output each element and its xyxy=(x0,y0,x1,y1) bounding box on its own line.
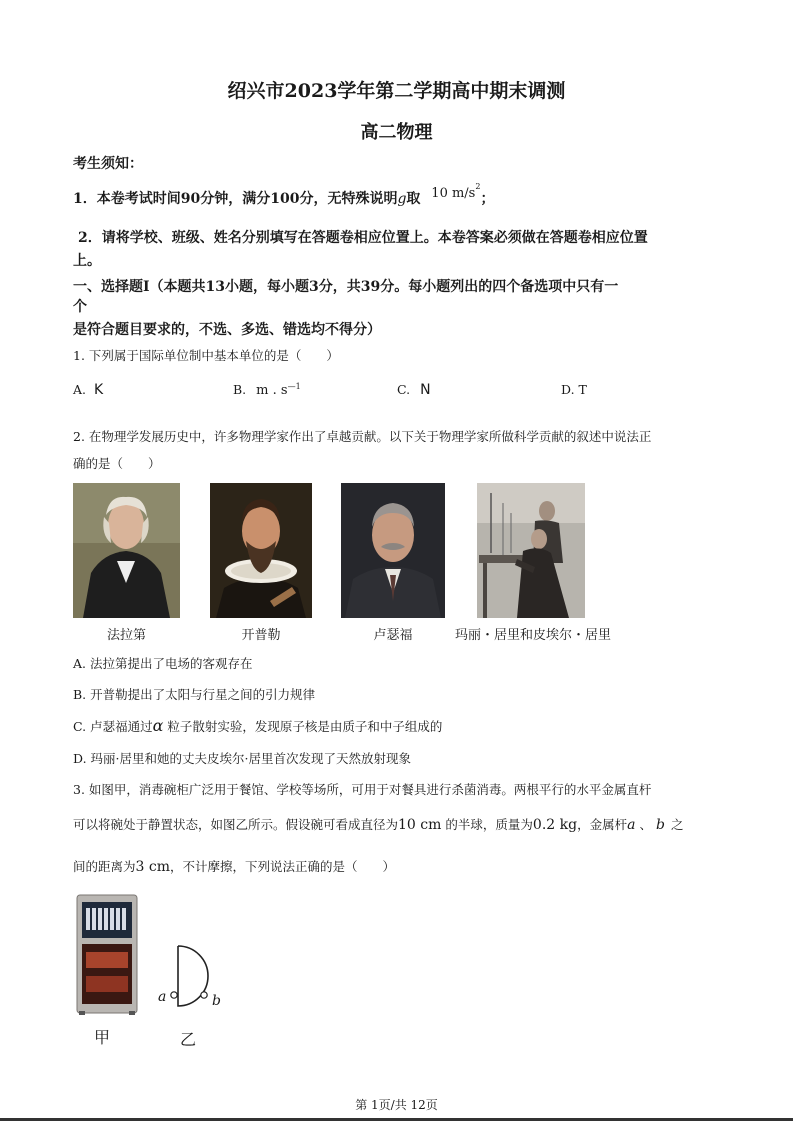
section1-heading-line3: 是符合题目要求的，不选、多选、错选均不得分） xyxy=(73,322,381,338)
q2-option-a: A. 法拉第提出了电场的客观存在 xyxy=(73,656,253,671)
q3-stem-line3 xyxy=(73,857,395,875)
q2-option-c-post: 粒子散射实验，发现原子核是由质子和中子组成的 xyxy=(167,719,443,734)
notice-item-1-mid: 取 xyxy=(406,191,421,207)
notice-item-2-line1: 2．请将学校、班级、姓名分别填写在答题卷相应位置上。本卷答案必须做在答题卷相应位置 xyxy=(78,230,648,246)
cabinet-figure xyxy=(76,894,138,1016)
q2-option-b: B. 开普勒提出了太阳与行星之间的引力规律 xyxy=(73,687,316,702)
q3-line2-e: 之 xyxy=(670,817,684,832)
notice-item-1-end: ； xyxy=(480,191,495,207)
q2-option-d: D. 玛丽·居里和她的丈夫皮埃尔·居里首次发现了天然放射现象 xyxy=(73,751,411,766)
section1-heading-line2: 个 xyxy=(73,299,87,315)
q2-stem-line2: 确的是（ ） xyxy=(73,456,161,471)
notice-item-2-line2: 上。 xyxy=(73,253,101,269)
alpha-symbol: α xyxy=(152,716,164,735)
q1-option-a xyxy=(73,382,103,398)
q3-line2-b: 的半球，质量为 xyxy=(445,817,533,832)
rod-a-label: a xyxy=(158,989,167,1005)
q3-line3-b: ，不计摩擦，下列说法正确的是（ ） xyxy=(170,859,396,874)
curie-photo xyxy=(477,483,585,618)
faraday-portrait xyxy=(73,483,180,618)
q1-option-b xyxy=(233,382,301,398)
figure-yi-label: 乙 xyxy=(180,1030,197,1049)
footer-divider xyxy=(0,1118,793,1121)
caption-rutherford: 卢瑟福 xyxy=(373,628,413,643)
q3-var-b: b xyxy=(655,817,665,833)
q2-stem-line1: 2. 在物理学发展历史中，许多物理学家作出了卓越贡献。以下关于物理学家所做科学贡献的叙述中说法正 xyxy=(73,429,652,444)
figure-jia-label: 甲 xyxy=(94,1028,111,1047)
section1-heading-line1: 一、选择题Ⅰ（本题共13小题，每小题3分，共39分。每小题列出的四个备选项中只有一 xyxy=(73,279,619,295)
page-subtitle: 高二物理 xyxy=(360,122,433,143)
caption-curie: 玛丽・居里和皮埃尔・居里 xyxy=(454,628,611,643)
q1-option-c xyxy=(397,382,431,398)
q1-option-c-value: N xyxy=(420,382,431,398)
q3-stem-line1: 3. 如图甲，消毒碗柜广泛用于餐馆、学校等场所，可用于对餐具进行杀菌消毒。两根平行的水平金属直杆 xyxy=(73,782,652,797)
caption-kepler: 开普勒 xyxy=(241,628,281,643)
kepler-portrait xyxy=(210,483,312,618)
q1-option-a-label: A. xyxy=(73,382,87,397)
q3-distance-value: 3 cm xyxy=(135,859,170,875)
q3-stem-line2 xyxy=(73,815,683,833)
page-footer: 第 1页/共 12页 xyxy=(355,1098,438,1112)
gravity-value: 10 m/s xyxy=(431,186,476,201)
q1-option-b-exp: —1 xyxy=(287,382,301,391)
q3-var-a: a xyxy=(627,817,636,833)
page-title: 绍兴市2023学年第二学期高中期末调测 xyxy=(227,80,566,102)
q3-mass-value: 0.2 kg xyxy=(532,817,578,833)
caption-faraday: 法拉第 xyxy=(106,628,146,643)
q3-line3-a: 间的距离为 xyxy=(73,859,136,874)
notice-item-1-text: 1．本卷考试时间90分钟，满分100分，无特殊说明 xyxy=(73,191,398,207)
notice-item-1-var: g xyxy=(397,191,407,207)
q1-stem: 1. 下列属于国际单位制中基本单位的是（ ） xyxy=(73,348,339,363)
q2-option-c-pre: C. 卢瑟福通过 xyxy=(73,719,153,734)
q1-option-b-value: m . s xyxy=(256,383,288,399)
rutherford-portrait xyxy=(341,483,445,618)
q3-line2-c: ，金属杆 xyxy=(577,817,628,832)
q3-line2-d: 、 xyxy=(639,817,652,832)
q2-option-c xyxy=(73,716,442,735)
q3-diameter-value: 10 cm xyxy=(398,817,442,833)
rod-b-label: b xyxy=(212,993,221,1009)
q1-option-a-value: K xyxy=(94,382,104,398)
notice-item-1 xyxy=(73,182,495,208)
q1-option-b-label: B. xyxy=(233,382,247,398)
notice-heading: 考生须知： xyxy=(73,156,143,172)
q1-option-c-label: C. xyxy=(397,382,411,397)
gravity-exp: 2 xyxy=(475,182,481,192)
q1-option-d: D. T xyxy=(561,382,587,397)
q3-line2-a: 可以将碗处于静置状态，如图乙所示。假设碗可看成直径为 xyxy=(73,817,399,832)
